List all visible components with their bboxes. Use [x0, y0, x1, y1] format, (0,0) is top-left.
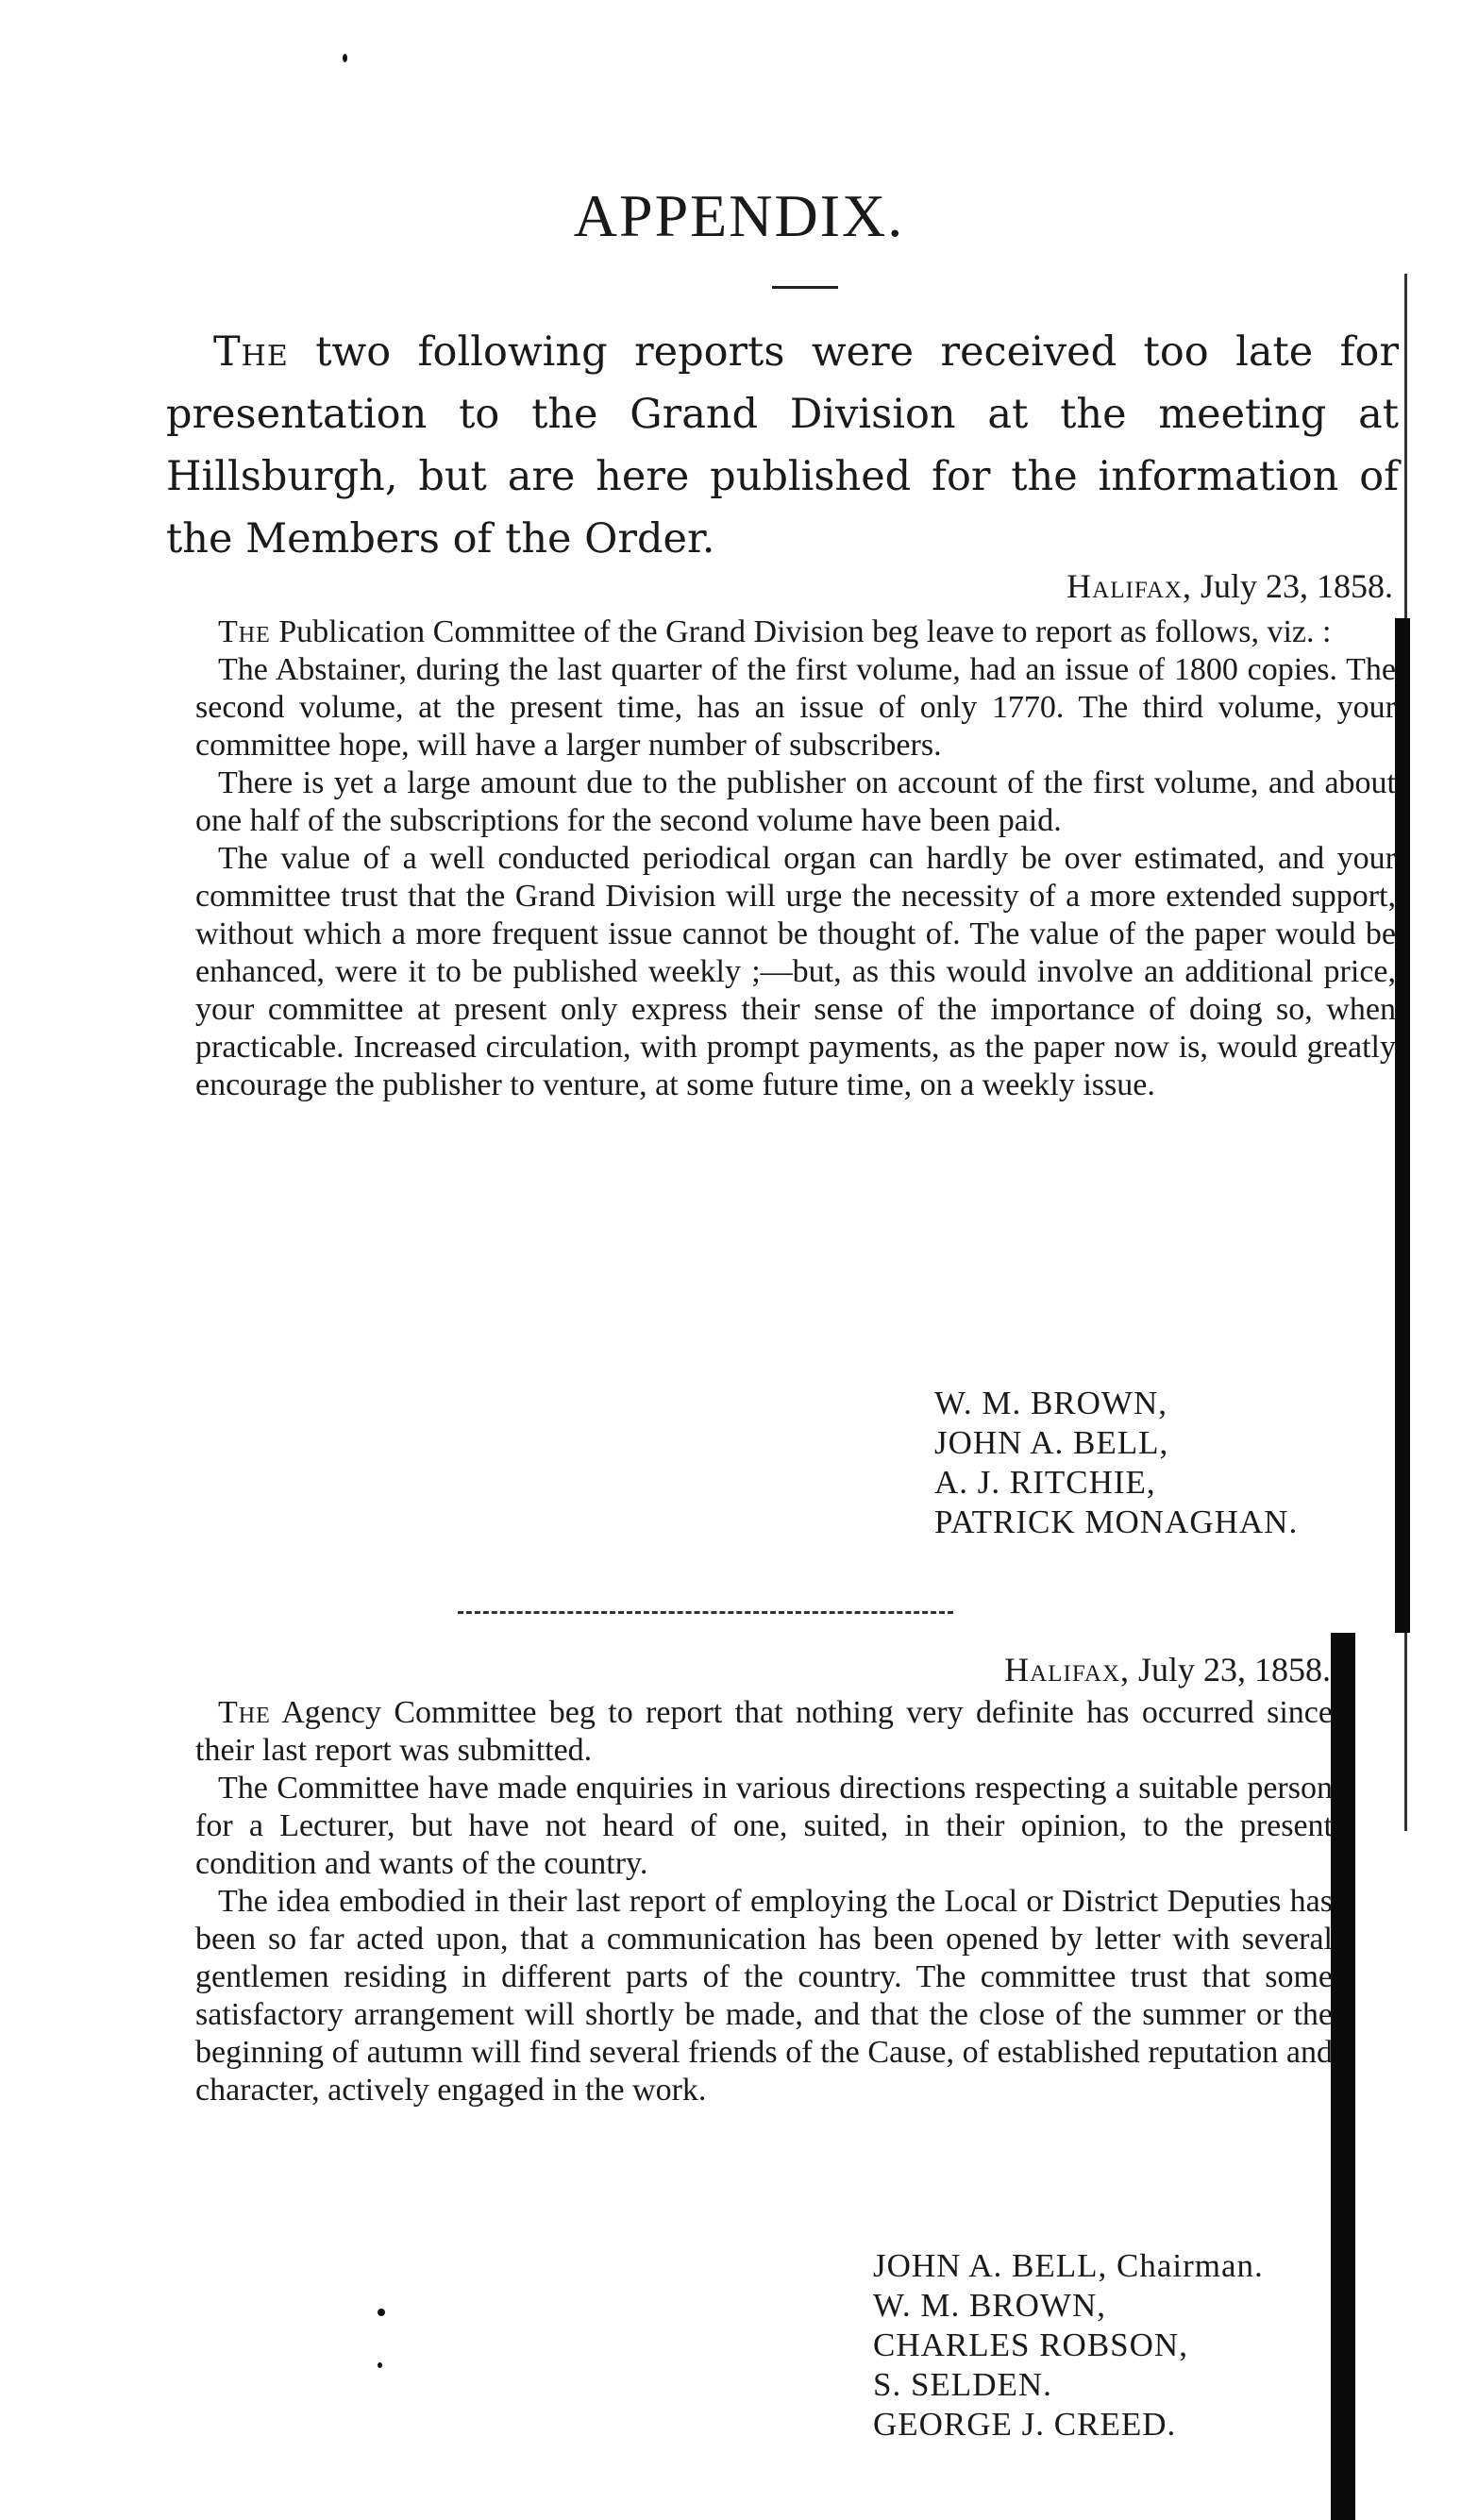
report1-lead: The — [218, 614, 271, 649]
signatory: W. M. BROWN, — [873, 2287, 1106, 2324]
intro-paragraph — [166, 321, 1399, 570]
report2-place: Halifax, — [1004, 1651, 1130, 1688]
report2-lead: The — [218, 1695, 271, 1730]
binding-shadow — [1331, 1633, 1355, 2520]
signatory: W. M. BROWN, — [934, 1385, 1167, 1421]
speck — [378, 2309, 385, 2316]
page-title: APPENDIX. — [573, 182, 905, 249]
report1-opening-text: Publication Committee of the Grand Division beg leave to report as follows, viz. : — [270, 614, 1332, 649]
report2-paragraph: The idea embodied in their last report of employing the Local or District Deputies has been so far acted upon, that a communication has been opened by letter with several gentlemen residing in different parts of the country. The committee trust that some satisfactory arrangement will shortly be made, and that the close of the summer or the beginning of autumn will find several friends of the Cause, of established reputation and character, actively engaged in the work. — [195, 1884, 1333, 2108]
report2-paragraph: The Committee have made enquiries in various directions respecting a suitable person for a Lecturer, but have not heard of one, suited, in their opinion, to the present condition and wants of the country. — [195, 1771, 1333, 1881]
report2-date: July 23, 1858. — [1129, 1651, 1331, 1688]
signatory: A. J. RITCHIE, — [934, 1464, 1156, 1501]
signatory: JOHN A. BELL, Chairman. — [873, 2247, 1264, 2284]
report1-body — [195, 613, 1396, 1104]
section-divider — [458, 1611, 953, 1614]
signatory: PATRICK MONAGHAN. — [934, 1504, 1299, 1540]
report2-opening-text: Agency Committee beg to report that nothing very definite has occurred since their last report was submitted. — [195, 1695, 1333, 1768]
signatory: CHARLES ROBSON, — [873, 2327, 1188, 2363]
report2-dateline — [887, 1650, 1331, 1689]
report1-signatures — [934, 1384, 1298, 1542]
report1-place: Halifax, — [1067, 567, 1192, 605]
signatory: GEORGE J. CREED. — [873, 2406, 1177, 2443]
title-rule — [772, 286, 838, 289]
report2-signatures — [873, 2246, 1264, 2444]
report1-paragraph: The value of a well conducted periodical organ can hardly be over estimated, and your committee trust that the Grand Division will urge the necessity of a more extended support, without which a more frequent issue cannot be thought of. The value of the paper would be enhanced, were it to be published weekly ;—but, as this would involve an additional price, your committee at present only express their sense of the importance of doing so, when practicable. Increased circulation, with prompt payments, as the paper now is, would greatly encourage the publisher to venture, at some future time, on a weekly issue. — [195, 841, 1396, 1102]
signatory: S. SELDEN. — [873, 2366, 1052, 2403]
binding-shadow — [1395, 618, 1410, 1633]
report1-paragraph: The Abstainer, during the last quarter of the first volume, had an issue of 1800 copies. The second volume, at the present time, has an issue of only 1770. The third volume, your committee hope, will have a larger number of subscribers. — [195, 652, 1396, 763]
intro-lead: The — [213, 328, 289, 376]
report1-dateline — [959, 566, 1393, 606]
report2-opening — [195, 1694, 1333, 1770]
report1-date: July 23, 1858. — [1191, 567, 1393, 605]
report1-paragraph: There is yet a large amount due to the publisher on account of the first volume, and about one half of the subscriptions for the second volume have been paid. — [195, 765, 1396, 838]
speck — [343, 54, 347, 62]
speck — [378, 2362, 382, 2368]
signatory: JOHN A. BELL, — [934, 1424, 1169, 1461]
intro-text: two following reports were received too late for presentation to the Grand Division at the meeting at Hillsburgh, but are here published for the information of the Members of the Order. — [166, 328, 1399, 563]
report1-opening — [195, 613, 1396, 651]
report2-body — [195, 1694, 1333, 2109]
